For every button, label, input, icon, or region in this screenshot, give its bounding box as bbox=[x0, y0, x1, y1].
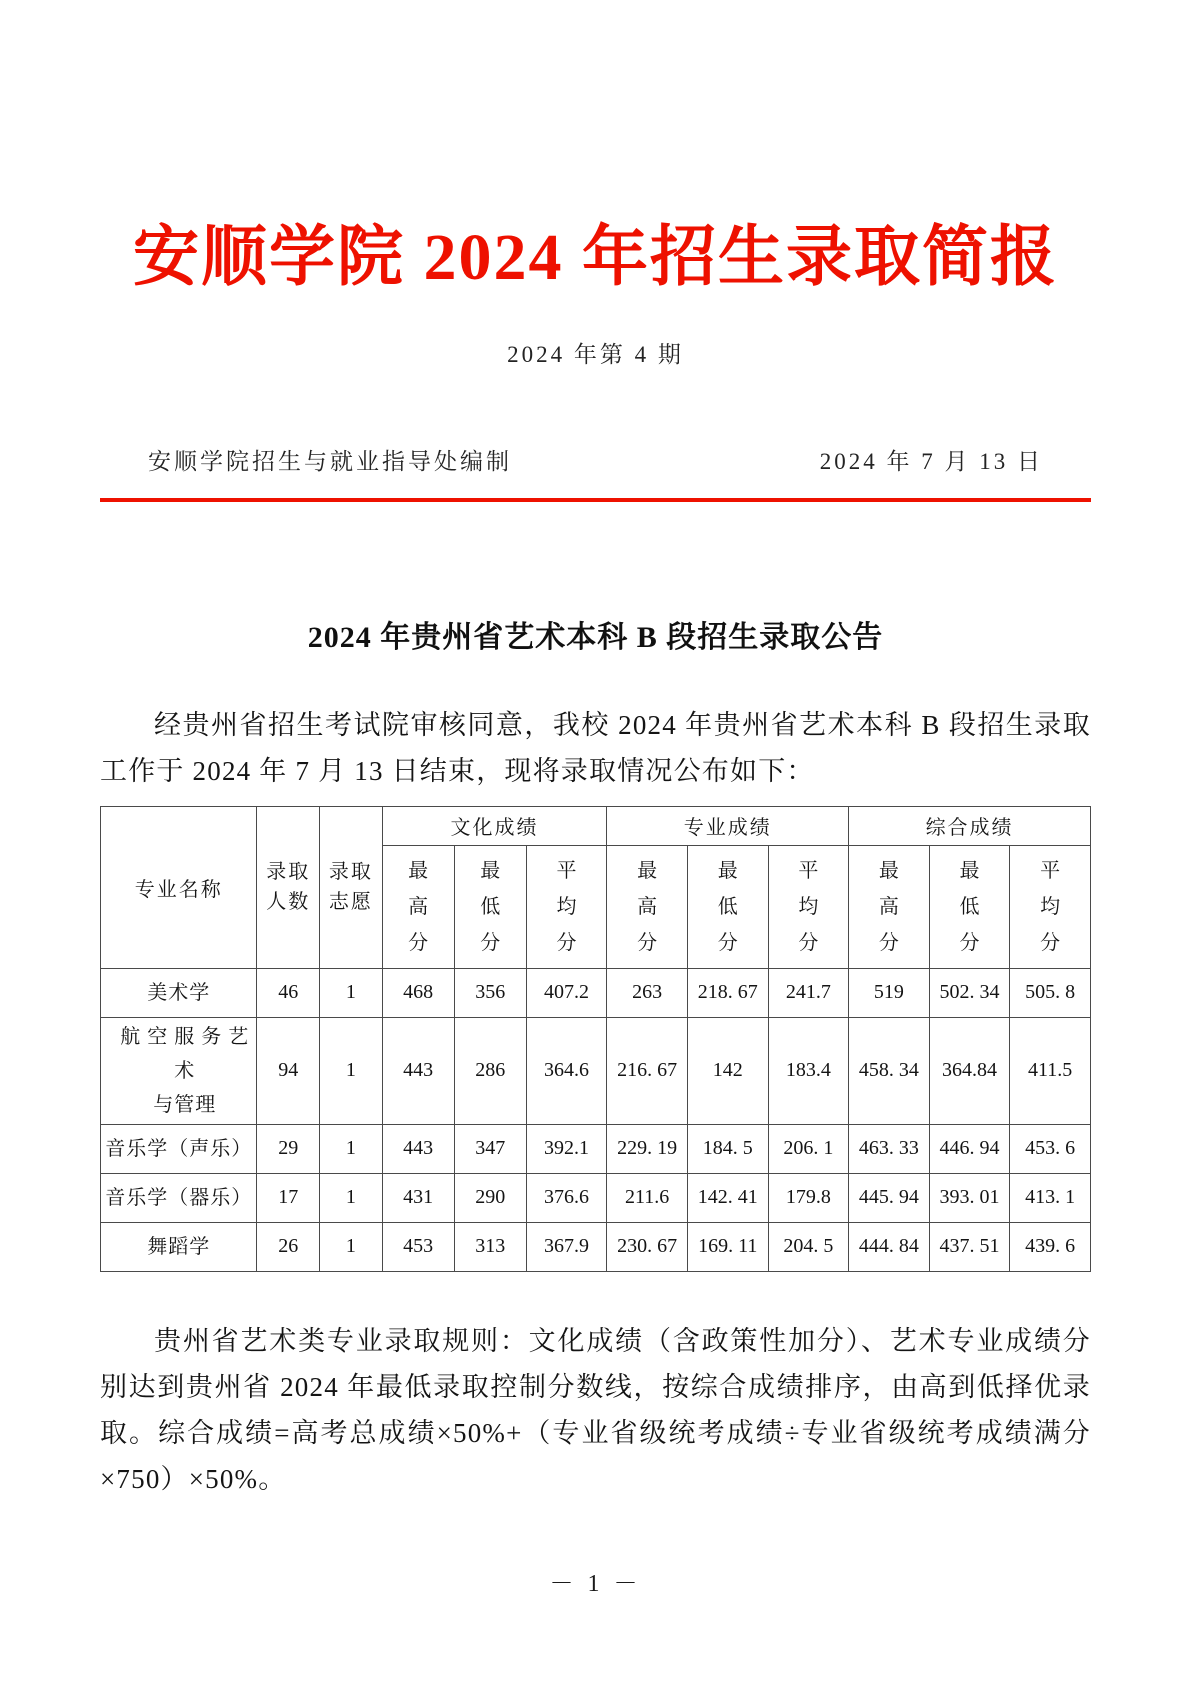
header-culture-max-c2: 高 bbox=[408, 895, 429, 918]
header-culture-min-c3: 分 bbox=[480, 931, 501, 954]
cell-major-max: 230. 67 bbox=[607, 1222, 688, 1271]
header-culture-min-c1: 最 bbox=[480, 859, 501, 882]
cell-major-line2: 与管理 bbox=[153, 1093, 217, 1116]
article-heading: 2024 年贵州省艺术本科 B 段招生录取公告 bbox=[307, 620, 884, 654]
header-culture-max-c3: 分 bbox=[408, 931, 429, 954]
cell-major-min: 218. 67 bbox=[687, 968, 768, 1017]
cell-total-max: 463. 33 bbox=[849, 1124, 930, 1173]
cell-count: 46 bbox=[257, 968, 320, 1017]
cell-culture-avg: 367.9 bbox=[526, 1222, 607, 1271]
header-total-min-c1: 最 bbox=[959, 859, 980, 882]
cell-culture-max: 443 bbox=[382, 1124, 454, 1173]
header-major-max-c2: 高 bbox=[637, 895, 658, 918]
header-major-min-c2: 低 bbox=[717, 895, 738, 918]
cell-volunteer: 1 bbox=[320, 1222, 383, 1271]
cell-culture-avg: 407.2 bbox=[526, 968, 607, 1017]
cell-culture-min: 286 bbox=[454, 1017, 526, 1124]
cell-total-avg: 453. 6 bbox=[1010, 1124, 1091, 1173]
table-row bbox=[101, 968, 1091, 1017]
cell-count: 17 bbox=[257, 1173, 320, 1222]
cell-major-max: 263 bbox=[607, 968, 688, 1017]
cell-major-max: 229. 19 bbox=[607, 1124, 688, 1173]
header-group-culture: 文化成绩 bbox=[382, 806, 607, 845]
header-admitted-count bbox=[257, 806, 320, 968]
cell-culture-min: 356 bbox=[454, 968, 526, 1017]
table-row bbox=[101, 1222, 1091, 1271]
cell-major: 舞蹈学 bbox=[101, 1222, 257, 1271]
header-culture-min-c2: 低 bbox=[480, 895, 501, 918]
header-major-avg-c3: 分 bbox=[798, 931, 819, 954]
header-total-avg-c1: 平 bbox=[1040, 859, 1061, 882]
cell-major-line1: 航 空 服 务 艺 术 bbox=[120, 1025, 250, 1082]
cell-count: 29 bbox=[257, 1124, 320, 1173]
cell-culture-max: 431 bbox=[382, 1173, 454, 1222]
header-admitted-count-line1: 录取 bbox=[266, 861, 311, 884]
cell-major-min: 169. 11 bbox=[687, 1222, 768, 1271]
issue-number: 2024 年第 4 期 bbox=[507, 341, 684, 367]
cell-major-min: 142 bbox=[687, 1017, 768, 1124]
header-major-avg-c1: 平 bbox=[798, 859, 819, 882]
cell-count: 26 bbox=[257, 1222, 320, 1271]
cell-culture-min: 313 bbox=[454, 1222, 526, 1271]
header-total-min bbox=[929, 845, 1010, 968]
header-total-min-c3: 分 bbox=[959, 931, 980, 954]
cell-total-avg: 413. 1 bbox=[1010, 1173, 1091, 1222]
header-group-major: 专业成绩 bbox=[607, 806, 849, 845]
cell-culture-max: 453 bbox=[382, 1222, 454, 1271]
cell-major: 音乐学（声乐） bbox=[101, 1124, 257, 1173]
cell-total-avg: 505. 8 bbox=[1010, 968, 1091, 1017]
cell-major bbox=[101, 1017, 257, 1124]
cell-count: 94 bbox=[257, 1017, 320, 1124]
cell-total-min: 437. 51 bbox=[929, 1222, 1010, 1271]
cell-culture-min: 290 bbox=[454, 1173, 526, 1222]
cell-major-avg: 206. 1 bbox=[768, 1124, 849, 1173]
table-row bbox=[101, 1173, 1091, 1222]
header-total-min-c2: 低 bbox=[959, 895, 980, 918]
header-major: 专业名称 bbox=[101, 806, 257, 968]
cell-total-max: 444. 84 bbox=[849, 1222, 930, 1271]
admission-results-table bbox=[100, 806, 1091, 1272]
header-total-max-c1: 最 bbox=[878, 859, 899, 882]
cell-total-max: 519 bbox=[849, 968, 930, 1017]
masthead-divider bbox=[100, 498, 1091, 502]
cell-major-max: 216. 67 bbox=[607, 1017, 688, 1124]
header-major-avg bbox=[768, 845, 849, 968]
header-total-avg-c2: 均 bbox=[1040, 895, 1061, 918]
header-volunteer-line1: 录取 bbox=[328, 861, 373, 884]
header-culture-avg bbox=[526, 845, 607, 968]
cell-culture-avg: 392.1 bbox=[526, 1124, 607, 1173]
header-total-max bbox=[849, 845, 930, 968]
cell-major: 美术学 bbox=[101, 968, 257, 1017]
cell-major-avg: 204. 5 bbox=[768, 1222, 849, 1271]
header-culture-max-c1: 最 bbox=[408, 859, 429, 882]
cell-total-min: 393. 01 bbox=[929, 1173, 1010, 1222]
cell-total-min: 364.84 bbox=[929, 1017, 1010, 1124]
header-culture-avg-c1: 平 bbox=[556, 859, 577, 882]
cell-major-avg: 183.4 bbox=[768, 1017, 849, 1124]
header-major-min-c1: 最 bbox=[717, 859, 738, 882]
cell-major-min: 142. 41 bbox=[687, 1173, 768, 1222]
header-major-max bbox=[607, 845, 688, 968]
cell-culture-max: 468 bbox=[382, 968, 454, 1017]
rules-paragraph: 贵州省艺术类专业录取规则：文化成绩（含政策性加分）、艺术专业成绩分别达到贵州省 2024 年最低录取控制分数线，按综合成绩排序，由高到低择优录取。综合成绩=高考总成绩×50%+（专业省级统考成绩÷专业省级统考成绩满分×750）×50%。 bbox=[100, 1325, 1091, 1494]
compiler-label: 安顺学院招生与就业指导处编制 bbox=[148, 448, 512, 474]
header-volunteer-line2: 志愿 bbox=[328, 891, 373, 914]
cell-total-min: 502. 34 bbox=[929, 968, 1010, 1017]
cell-volunteer: 1 bbox=[320, 968, 383, 1017]
header-major-max-c1: 最 bbox=[637, 859, 658, 882]
masthead-title: 安顺学院 2024 年招生录取简报 bbox=[133, 221, 1058, 294]
header-culture-avg-c3: 分 bbox=[556, 931, 577, 954]
cell-culture-max: 443 bbox=[382, 1017, 454, 1124]
header-major-max-c3: 分 bbox=[637, 931, 658, 954]
table-header-group-row bbox=[101, 806, 1091, 845]
cell-major-max: 211.6 bbox=[607, 1173, 688, 1222]
header-total-avg-c3: 分 bbox=[1040, 931, 1061, 954]
header-major-min bbox=[687, 845, 768, 968]
cell-total-avg: 439. 6 bbox=[1010, 1222, 1091, 1271]
cell-total-max: 445. 94 bbox=[849, 1173, 930, 1222]
header-culture-min bbox=[454, 845, 526, 968]
cell-volunteer: 1 bbox=[320, 1017, 383, 1124]
header-total-max-c2: 高 bbox=[878, 895, 899, 918]
table-row bbox=[101, 1017, 1091, 1124]
cell-total-max: 458. 34 bbox=[849, 1017, 930, 1124]
header-volunteer bbox=[320, 806, 383, 968]
cell-major-avg: 179.8 bbox=[768, 1173, 849, 1222]
cell-culture-min: 347 bbox=[454, 1124, 526, 1173]
cell-total-min: 446. 94 bbox=[929, 1124, 1010, 1173]
publication-date: 2024 年 7 月 13 日 bbox=[819, 448, 1043, 474]
header-total-avg bbox=[1010, 845, 1091, 968]
header-major-min-c3: 分 bbox=[717, 931, 738, 954]
header-major-avg-c2: 均 bbox=[798, 895, 819, 918]
cell-culture-avg: 376.6 bbox=[526, 1173, 607, 1222]
header-total-max-c3: 分 bbox=[878, 931, 899, 954]
cell-major-avg: 241.7 bbox=[768, 968, 849, 1017]
header-culture-avg-c2: 均 bbox=[556, 895, 577, 918]
header-culture-max bbox=[382, 845, 454, 968]
masthead-meta bbox=[100, 443, 1091, 476]
header-group-total: 综合成绩 bbox=[849, 806, 1091, 845]
cell-major-min: 184. 5 bbox=[687, 1124, 768, 1173]
cell-major: 音乐学（器乐） bbox=[101, 1173, 257, 1222]
cell-volunteer: 1 bbox=[320, 1173, 383, 1222]
intro-paragraph: 经贵州省招生考试院审核同意，我校 2024 年贵州省艺术本科 B 段招生录取工作于 2024 年 7 月 13 日结束，现将录取情况公布如下： bbox=[100, 709, 1091, 786]
header-admitted-count-line2: 人数 bbox=[266, 891, 311, 914]
table-row bbox=[101, 1124, 1091, 1173]
cell-total-avg: 411.5 bbox=[1010, 1017, 1091, 1124]
page-number: － 1 － bbox=[549, 1571, 642, 1597]
cell-volunteer: 1 bbox=[320, 1124, 383, 1173]
cell-culture-avg: 364.6 bbox=[526, 1017, 607, 1124]
